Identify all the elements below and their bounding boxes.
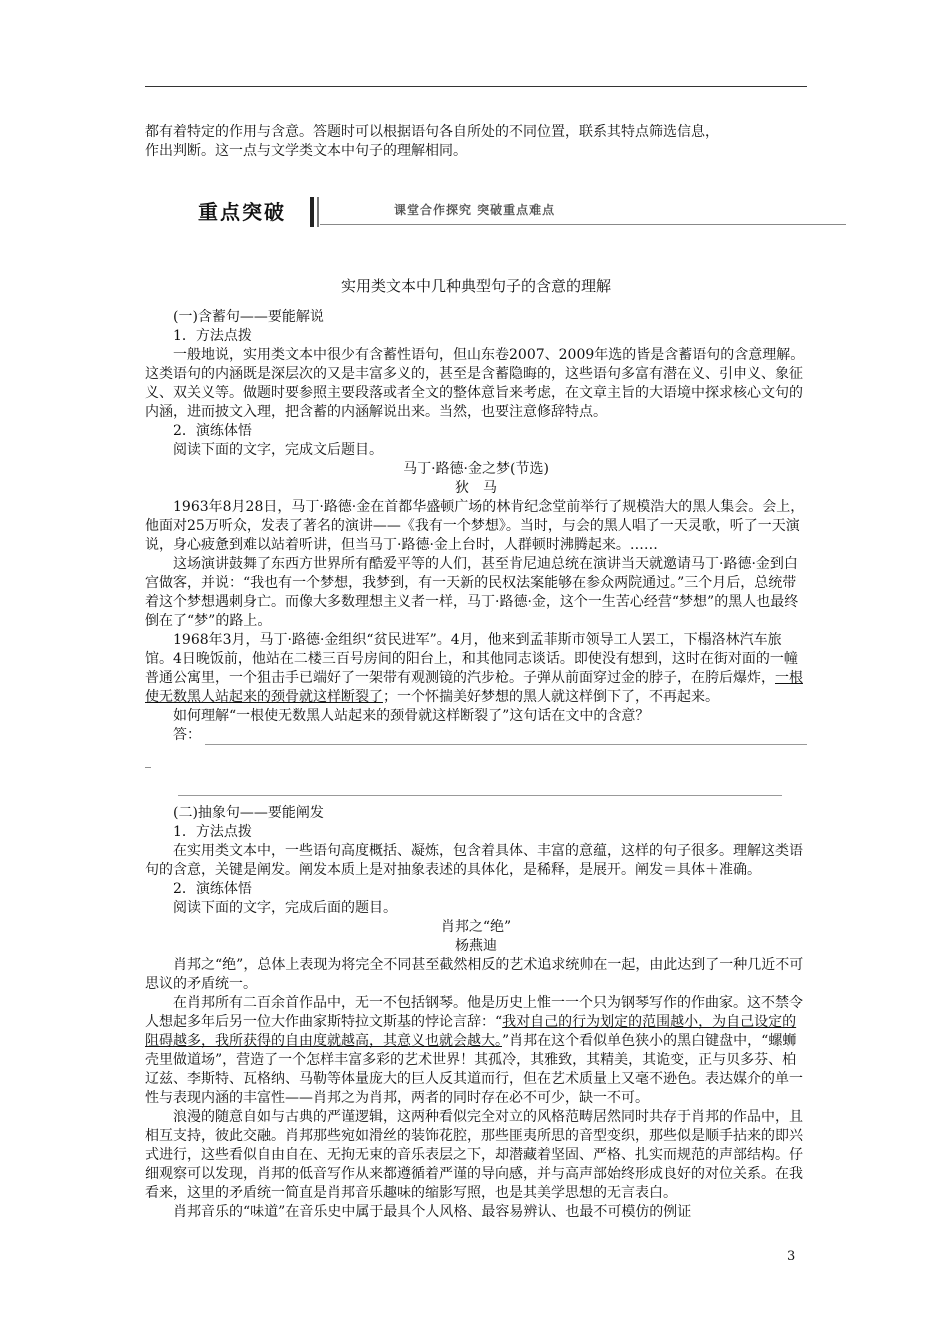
header-rule (145, 86, 807, 87)
page-number: 3 (787, 1249, 796, 1264)
part2-para-2-post: ”肖邦在这个看似单色狭小的黑白键盘中，“螺蛳壳里做道场”，营造了一个怎样丰富多彩的艺术世界！其孤冷，其雅致，其精美，其诡变，正与贝多芬、柏辽兹、李斯特、瓦格纳、马勒等体量庞大的巨人反其道而行，但在艺术质量上又毫不逊色。表达媒介的单一性与表现内涵的丰富性——肖邦之为肖邦，两者的同时存在必不可少，缺一不可。 (145, 1033, 803, 1106)
part1-block (145, 308, 807, 745)
part1-author: 狄 马 (455, 480, 497, 496)
banner-bar (310, 197, 314, 227)
part2-practice-label: 2．演练体悟 (173, 881, 252, 897)
part2-para-1: 肖邦之“绝”，总体上表现为将完全不同甚至截然相反的艺术追求统帅在一起，由此达到了一种几近不可思议的矛盾统一。 (145, 957, 804, 992)
banner-title: 重点突破 (178, 197, 306, 227)
part2-practice-intro: 阅读下面的文字，完成后面的题目。 (173, 900, 397, 916)
part2-para-2 (145, 994, 807, 1108)
part1-heading: (一)含蓄句——要能解说 (173, 309, 324, 325)
part1-para-3-post: ；一个怀揣美好梦想的黑人就这样倒下了，不再起来。 (383, 689, 719, 705)
part2-heading: (二)抽象句——要能阐发 (173, 805, 324, 821)
part1-para-3-pre: 1968年3月，马丁·路德·金组织“贫民进军”。4月，他来到孟菲斯市领导工人罢工，下榻洛林汽车旅馆。4日晚饭前，他站在二楼三百号房间的阳台上，和其他同志谈话。即使没有想到，这时在街对面的一幢普通公寓里，一个狙击手已端好了一架带有观测镜的汽步枪。子弹从前面穿过金的脖子，在胯后爆炸， (145, 632, 798, 686)
banner-subtitle: 课堂合作探究 突破重点难点 (394, 203, 556, 217)
part1-practice-label: 2．演练体悟 (173, 423, 252, 439)
answer-line-2[interactable] (178, 795, 782, 796)
part1-method-label: 1．方法点拨 (173, 328, 252, 344)
part1-question: 如何理解“一根使无数黑人站起来的颈骨就这样断裂了”这句话在文中的含意？ (173, 708, 650, 724)
part2-method-label: 1．方法点拨 (173, 824, 252, 840)
banner-bar-thin (317, 197, 319, 227)
part1-method-text: 一般地说，实用类文本中很少有含蓄性语句，但山东卷2007、2009年选的皆是含蓄语句的含意理解。这类语句的内涵既是深层次的又是丰富多义的，甚至是含蓄隐晦的，这些语句多富有潜在义、引申义、象征义、双关义等。做题时要参照主要段落或者全文的整体意旨来考虑，在文章主旨的大语境中探求核心文句的内涵，进而披文入理，把含蓄的内涵解说出来。当然，也要注意修辞特点。 (145, 347, 805, 420)
part2-block (145, 804, 807, 1222)
part2-method-text: 在实用类文本中，一些语句高度概括、凝炼，包含着具体、丰富的意蕴，这样的句子很多。理解这类语句的含意，关键是阐发。阐发本质上是对抽象表述的具体化，是稀释，是展开。阐发＝具体＋准确。 (145, 843, 803, 878)
part2-para-2-pre: 在肖邦所有二百余首作品中，无一不包括钢琴。他是历史上惟一一个只为钢琴写作的作曲家。这不禁令人想起多年后另一位大作曲家斯特拉文斯基的悖论言辞：“ (145, 995, 803, 1030)
answer-dash: _ (145, 754, 151, 768)
section-title: 实用类文本中几种典型句子的含意的理解 (340, 277, 611, 295)
intro-line-2: 作出判断。这一点与文学类文本中句子的理解相同。 (145, 143, 467, 159)
intro-text (145, 123, 807, 161)
part1-practice-intro: 阅读下面的文字，完成文后题目。 (173, 442, 383, 458)
intro-line-1: 都有着特定的作用与含意。答题时可以根据语句各自所处的不同位置，联系其特点筛选信息， (145, 124, 719, 140)
part2-author: 杨燕迪 (455, 938, 497, 954)
part1-para-3 (145, 631, 807, 707)
part1-article-title: 马丁·路德·金之梦(节选) (403, 461, 549, 477)
part1-para-2: 这场演讲鼓舞了东西方世界所有酷爱平等的人们，甚至肯尼迪总统在演讲当天就邀请马丁·路德·金到白宫做客，并说：“我也有一个梦想，我梦到，有一天新的民权法案能够在参众两院通过。”三个月后，总统带着这个梦想遇刺身亡。而像大多数理想主义者一样，马丁·路德·金，这个一生苦心经营“梦想”的黑人也最终倒在了“梦”的路上。 (145, 556, 799, 629)
part1-para-3-underlined: 一根使无数黑人站起来的颈骨就这样断裂了 (145, 670, 803, 705)
part2-para-3: 浪漫的随意自如与古典的严谨逻辑，这两种看似完全对立的风格范畴居然同时共存于肖邦的作品中，且相互支持，彼此交融。肖邦那些宛如滑丝的装饰花腔，那些匪夷所思的音型变织，那些似是顺手拈来的即兴式进行，这些看似自由自在、无拘无束的音乐表层之下，却潜藏着坚固、严格、扎实而规范的声部结构。仔细观察可以发现，肖邦的低音写作从来都遵循着严谨的导向感，并与高声部始终形成良好的对位关系。在我看来，这里的矛盾统一简直是肖邦音乐趣味的缩影写照，也是其美学思想的无言表白。 (145, 1109, 803, 1201)
part1-para-1: 1963年8月28日，马丁·路德·金在首都华盛顿广场的林肯纪念堂前举行了规模浩大的黑人集会。会上，他面对25万听众，发表了著名的演讲——《我有一个梦想》。当时，与会的黑人唱了一天灵歌，听了一天演说，身心疲惫到难以站着听讲，但当马丁·路德·金上台时，人群顿时沸腾起来。…… (145, 499, 805, 553)
banner-underline (320, 224, 846, 225)
answer-line[interactable] (205, 744, 807, 745)
part2-para-2-underlined: 我对自己的行为划定的范围越小，为自己设定的阻碍越多，我所获得的自由度就越高，其意义也就会越大。 (145, 1014, 797, 1049)
part2-article-title: 肖邦之“绝” (440, 919, 512, 935)
part1-answer-label: 答： (173, 727, 201, 743)
part2-para-4: 肖邦音乐的“味道”在音乐史中属于最具个人风格、最容易辨认、也最不可模仿的例证 (173, 1204, 692, 1220)
section-banner (178, 197, 846, 227)
